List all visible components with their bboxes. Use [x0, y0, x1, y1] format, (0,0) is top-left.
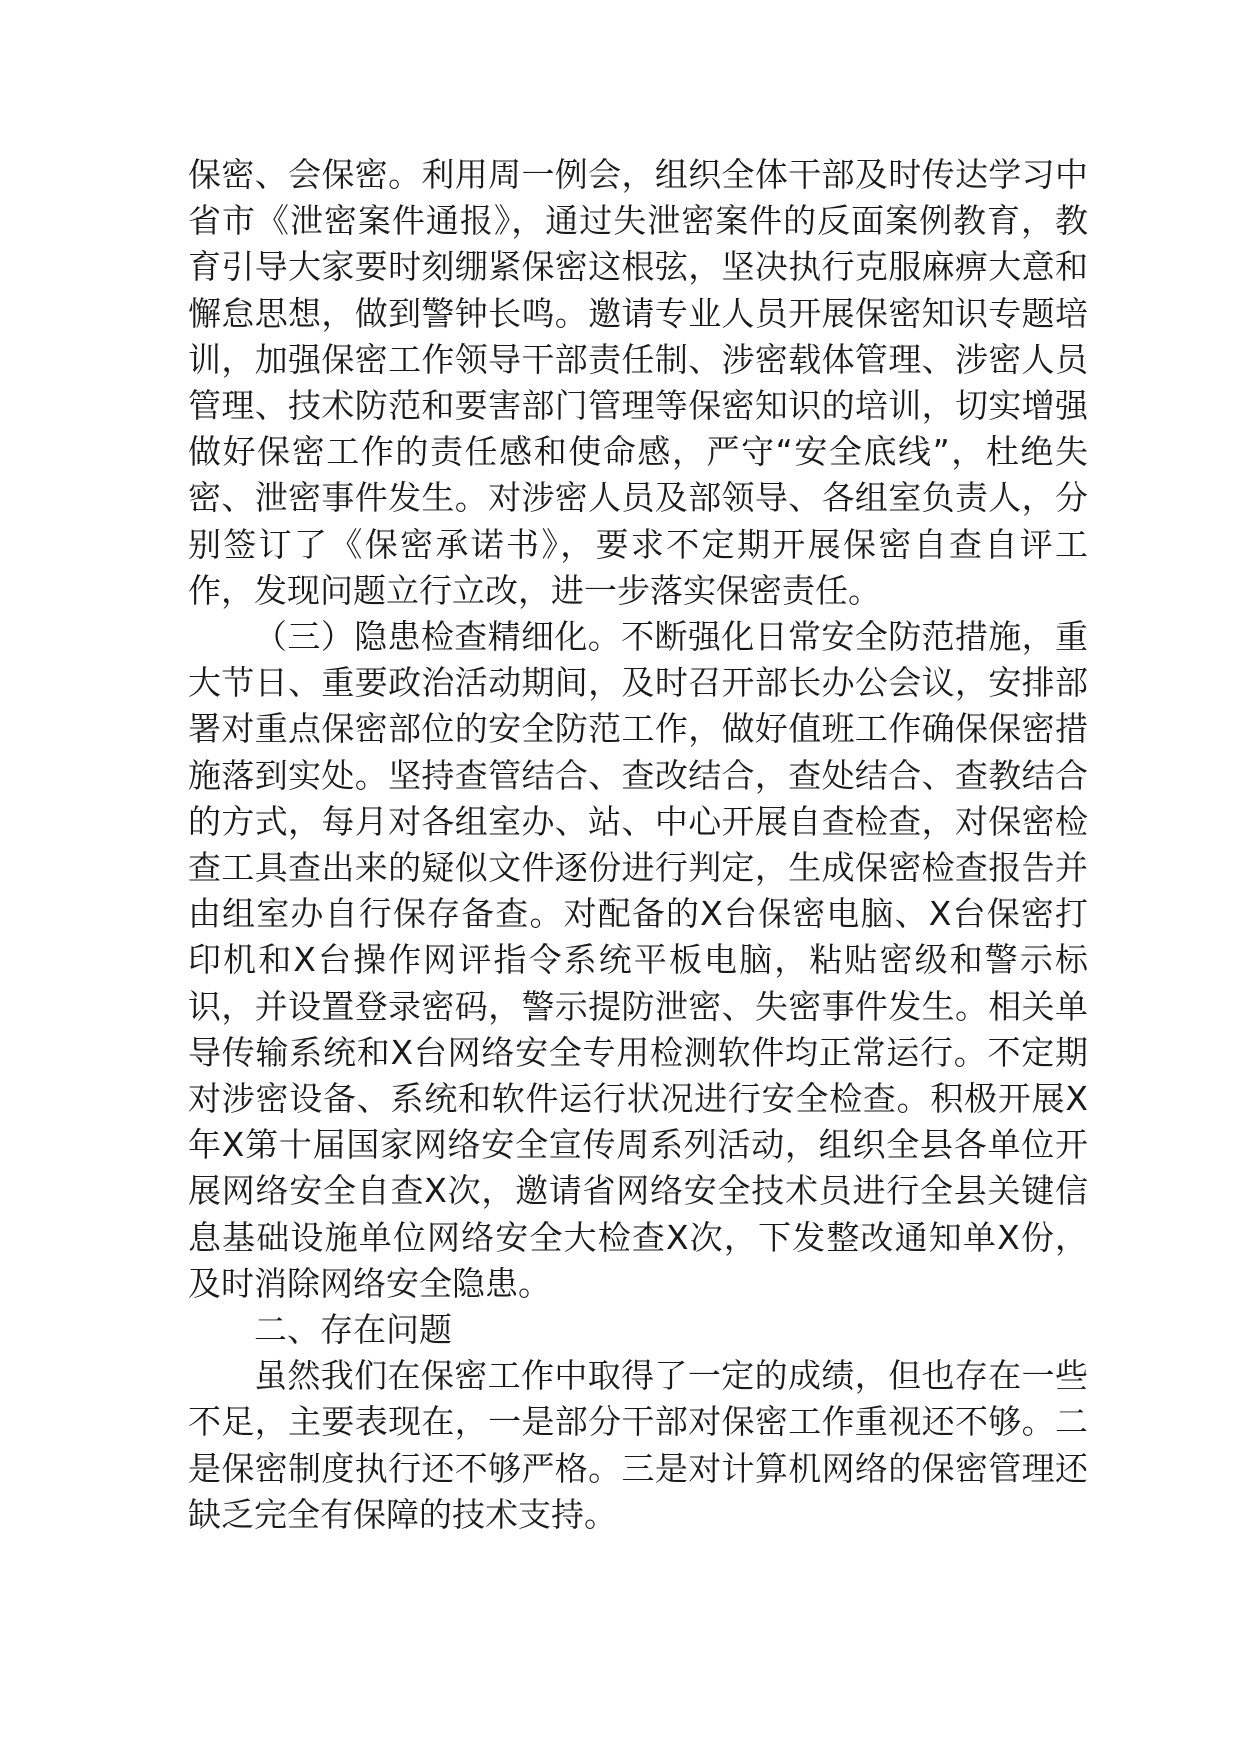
paragraph-hazard-inspection: （三）隐患检查精细化。不断强化日常安全防范措施，重大节日、重要政治活动期间，及时召开部长办公会议，安排部署对重点保密部位的安全防范工作，做好值班工作确保保密措施落到实处。坚持查管结合、查改结合，查处结合、查教结合的方式，每月对各组室办、站、中心开展自查检查，对保密检查工具查出来的疑似文件逐份进行判定，生成保密检查报告并由组室办自行保存备查。对配备的X台保密电脑、X台保密打印机和X台操作网评指令系统平板电脑，粘贴密级和警示标识，并设置登录密码，警示提防泄密、失密事件发生。相关单导传输系统和X台网络安全专用检测软件均正常运行。不定期对涉密设备、系统和软件运行状况进行安全检查。积极开展X年X第十届国家网络安全宣传周系列活动，组织全县各单位开展网络安全自查X次，邀请省网络安全技术员进行全县关键信息基础设施单位网络安全大检查X次，下发整改通知单X份，及时消除网络安全隐患。 — [188, 617, 1088, 1303]
paragraph-existing-problems: 虽然我们在保密工作中取得了一定的成绩，但也存在一些不足，主要表现在，一是部分干部对保密工作重视还不够。二是保密制度执行还不够严格。三是对计算机网络的保密管理还缺乏完全有保障的技术支持。 — [188, 1356, 1088, 1534]
section-heading-existing-problems: 二、存在问题 — [254, 1310, 452, 1350]
paragraph-confidentiality-education: 保密、会保密。利用周一例会，组织全体干部及时传达学习中省市《泄密案件通报》，通过失泄密案件的反面案例教育，教育引导大家要时刻绷紧保密这根弦，坚决执行克服麻痹大意和懈怠思想，做到警钟长鸣。邀请专业人员开展保密知识专题培训，加强保密工作领导干部责任制、涉密载体管理、涉密人员管理、技术防范和要害部门管理等保密知识的培训，切实增强做好保密工作的责任感和使命感，严守“安全底线”，杜绝失密、泄密事件发生。对涉密人员及部领导、各组室负责人，分别签订了《保密承诺书》，要求不定期开展保密自查自评工作，发现问题立行立改，进一步落实保密责任。 — [188, 155, 1088, 610]
document-body — [188, 152, 1088, 1538]
